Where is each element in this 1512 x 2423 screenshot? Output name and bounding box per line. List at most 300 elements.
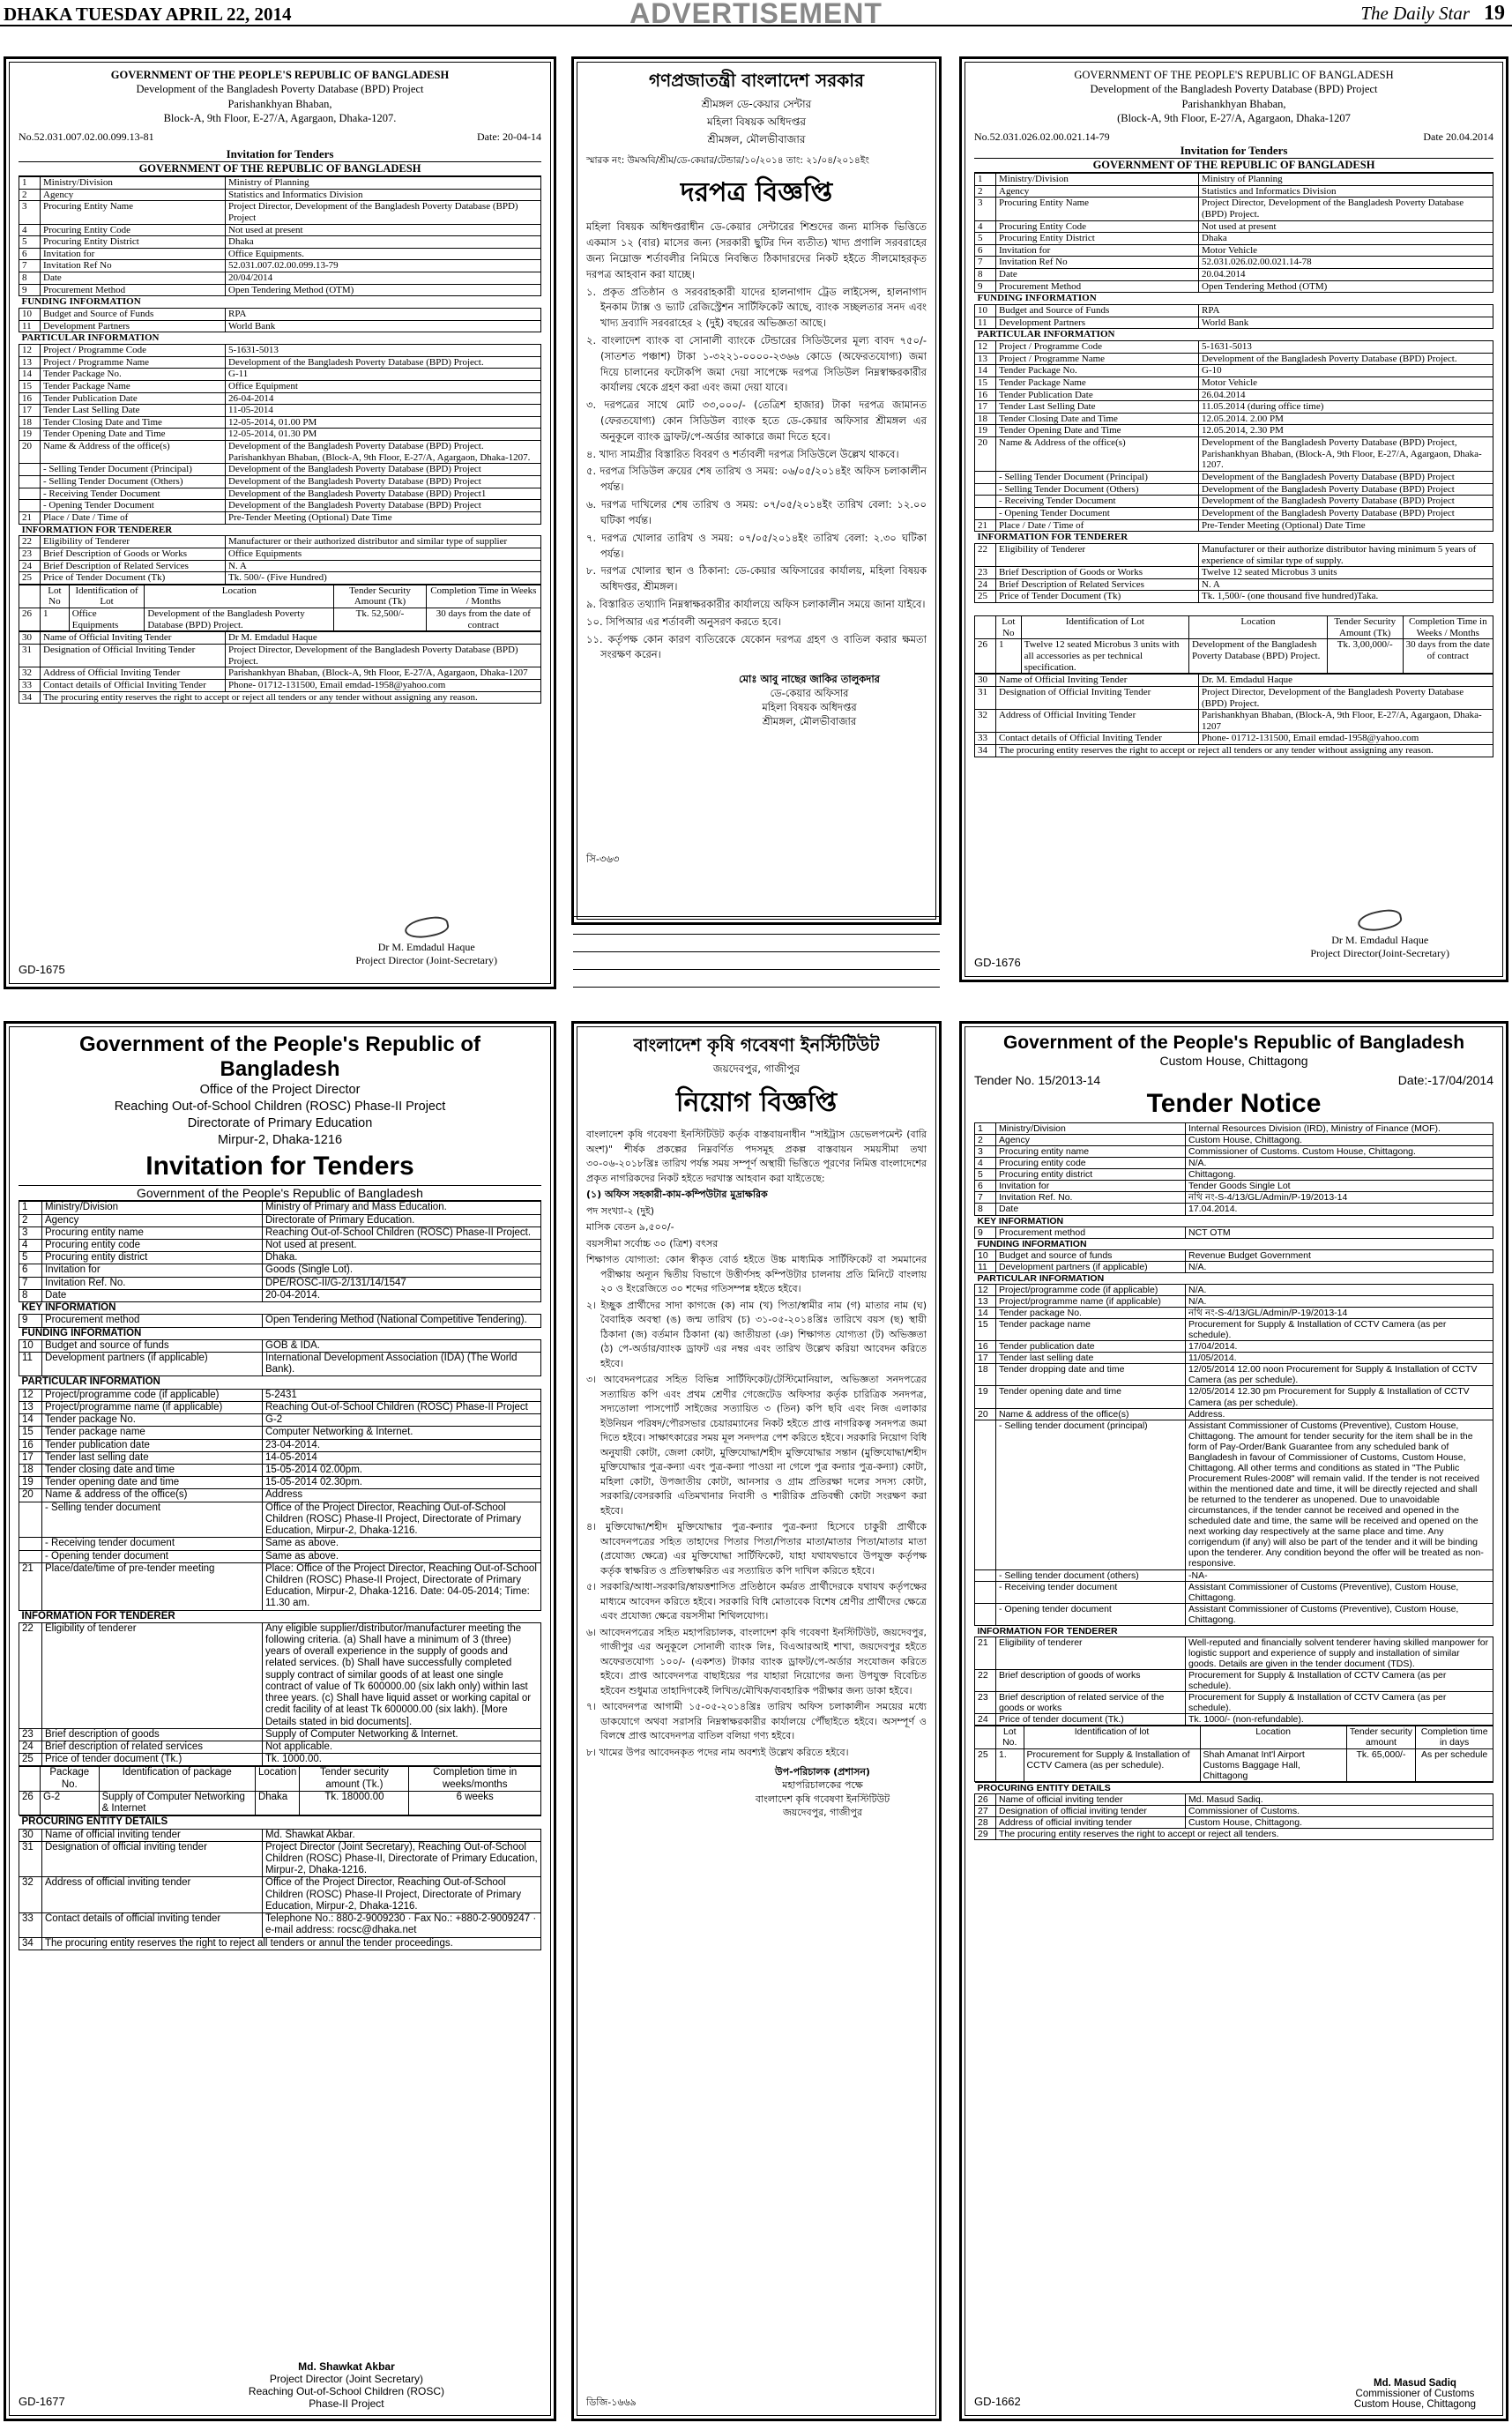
table-cell: Project/programme name (if applicable) [996,1295,1186,1307]
table-cell: N/A. [1186,1158,1493,1169]
table-row [975,1364,1493,1386]
table-cell: Office Equipments [226,548,541,560]
ad3-table [974,173,1493,603]
table-row [19,1240,541,1252]
table-row [975,198,1493,220]
ad-rosc-tender [4,1021,556,2421]
table-cell: N/A. [1186,1284,1493,1295]
table-cell: 34 [19,1937,42,1950]
table-cell: N. A [1199,578,1493,591]
table-cell: 9 [19,1315,42,1327]
table-cell: Invitation for [41,248,226,260]
table-cell: Budget and source of funds [42,1339,263,1352]
table-row [975,1782,1493,1793]
table-cell: G-2 [41,1791,100,1815]
signature-mark [403,913,450,942]
table-row [19,608,541,631]
table-cell: 30 days from the date of contract [1403,639,1493,674]
table-cell: Identification of Lot [1021,616,1188,639]
table-cell: N. A [226,560,541,572]
table-cell: Procurement method [996,1226,1186,1238]
table-cell: Project Director, Development of the Bangladesh Poverty Database (BPD) Project. [1199,198,1493,220]
table-row [975,1272,1493,1284]
table-row [19,309,541,321]
table-cell: Pre-Tender Meeting (Optional) Date Time [226,511,541,524]
table-cell: Commissioner of Customs. Custom House, Chittagong. [1186,1146,1493,1158]
table-row [19,1327,541,1339]
table-cell: Development of the Bangladesh Poverty Database (BPD) Project. [145,608,334,631]
table-cell: 17.04.2014. [1186,1204,1493,1215]
table-cell: Office Equipments. [226,248,541,260]
table-cell: Brief Description of Goods or Works [996,567,1199,579]
table-row [19,632,541,645]
table-cell: Project Director, Development of the Bangladesh Poverty Database (BPD) Project. [226,644,541,667]
table-cell: Location [1189,616,1328,639]
ad3-date: Date 20.04.2014 [1423,130,1493,143]
table-row [19,679,541,691]
list-item: ৭। আবেদনপত্র আগামী ১৫-০৫-২০১৪খ্রিঃ তারিখ অফিস চলাকালীন সময়ের মধ্যে ডাকযোগে অথবা সরাসরি নিম্নস্বাক্ষরকারীর কার্যালয়ে পৌঁছাইতে হইবে। অসম্পূর্ণ ও বিলম্বে প্রাপ্ত আবেদনপত্র বাতিল বলিয়া গণ্য হইবে। [586,1701,927,1741]
table-cell: Completion time in days [1416,1726,1493,1748]
table-row [19,1264,541,1277]
table-row [975,1146,1493,1158]
table-row [975,437,1493,472]
table-row [19,1502,541,1538]
table-cell: Address of official inviting tender [42,1877,263,1913]
table-cell: Location [1200,1726,1346,1748]
table-cell: Ministry/Division [996,1123,1186,1135]
table-cell: 25 [975,1748,996,1781]
table-cell: Budget and source of funds [996,1249,1186,1261]
table-cell: 22 [975,543,996,566]
table-cell: Pre-Tender Meeting (Optional) Date Time [1199,519,1493,532]
list-item: ১. প্রকৃত প্রতিষ্ঠান ও সরবরাহকারী যাদের হালনাগাদ ট্রেড লাইসেন্স, হালনাগাদ ইনকাম ট্যাক্স ও ভ্যাট রেজিস্ট্রেশন সার্টিফিকেট আছে, ব্যাংক সচ্ছলতার সনদ এবং খাদ্য দ্রব্যাদি সরবরাহের ২ (দুই) বছরের অভিজ্ঞতা আছে। [586,285,927,330]
table-row [19,548,541,560]
table-cell: Tender Publication Date [996,389,1199,401]
table-cell: The procuring entity reserves the right to accept or reject all tenders or any tender without assigning any reason. [41,691,541,704]
ad2-title: দরপত্র বিজ্ঞপ্তি [680,177,833,209]
table-cell: - Selling tender document [42,1502,263,1538]
table-cell: Tk. 52,500/- [334,608,426,631]
table-row [19,1289,541,1301]
table-cell: Custom House, Chittagong. [1186,1816,1493,1828]
table-row [19,1464,541,1476]
table-cell: 10 [975,305,996,317]
table-cell: 9 [975,280,996,293]
table-row [19,1877,541,1913]
table-cell: Procuring Entity District [41,236,226,249]
table-cell: Procurement Method [996,280,1199,293]
table-cell: N/A. [1186,1295,1493,1307]
table-cell: Ministry of Planning [226,177,541,190]
table-cell: Agency [41,189,226,201]
table-row [19,189,541,201]
table-cell: 15 [975,1319,996,1341]
table-cell: Procurement Method [41,284,226,296]
table-cell: Price of Tender Document (Tk) [996,591,1199,603]
table-cell: 13 [975,1295,996,1307]
table-cell: G-11 [226,369,541,381]
table-cell: Contact details of official inviting tender [42,1913,263,1937]
list-item: ৭. দরপত্র খোলার তারিখ ও সময়: ০৭/০৫/২০১৪ইং তারিখ বেলা: ২.৩০ ঘটিকা পর্যন্ত। [586,531,927,560]
ad6-gov: Government of the People's Republic of Bangladesh [1002,1033,1465,1053]
table-cell: Invitation Ref No [996,257,1199,269]
table-cell [19,476,41,488]
table-row [975,1261,1493,1272]
table-cell: Package No. [41,1767,100,1791]
table-cell: Dhaka. [263,1252,541,1264]
table-cell: 18 [975,413,996,425]
ad3-signature [1310,911,1449,960]
table-cell: 20 [975,1408,996,1420]
table-cell: Eligibility of tenderer [42,1622,263,1728]
ad4-l3: Directorate of Primary Education [187,1115,373,1130]
ad5-sig4: জয়দেবপুর, গাজীপুর [782,1807,863,1819]
list-item: ৪। মুক্তিযোদ্ধা/শহীদ মুক্তিযোদ্ধার পুত্র-কন্যার পুত্র-কন্যা হিসেবে চাকুরী প্রার্থীকে আবেদনপত্রের সহিত তাহাদের পিতার পিতা/পিতার মাতা/মাতার পিতা/মাতার মাতা (প্রযোজ্য ক্ষেত্রে) এর মুক্তিযোদ্ধা সার্টিফিকেট, যাহা যথাযথভাবে উপযুক্ত কর্তৃপক্ষ কর্তৃক স্বাক্ষরিত ও প্রতিস্বাক্ষরিত এর সত্যায়িত কপি দাখিল করিতে হইবে। [586,1521,927,1577]
table-row [975,185,1493,198]
table-cell: 21 [19,1562,42,1610]
table-cell: Tender Closing Date and Time [996,413,1199,425]
table-cell: Md. Shawkat Akbar. [263,1829,541,1841]
table-cell: Brief description of related services [42,1741,263,1754]
table-cell: 7 [19,1277,42,1289]
table-cell: Project/programme name (if applicable) [42,1401,263,1413]
list-item: ৩. দরপত্রের সাথে মোট ৩৩,০০০/- (তেত্রিশ হাজার) টাকা দরপত্র জামানত (ফেরতযোগ্য) কোন সিডিউল ব্যাংক হতে ডে-কেয়ার অফিসার শ্রীমঙ্গল এর অনুকূলে ব্যাংক ড্রাফট/পে-অর্ডার আকারে জমা দিতে হবে। [586,399,927,443]
ad3-sig-name: Dr M. Emdadul Haque [1331,934,1429,946]
ad5-code: ডিজি-১৬৬৯ [586,2396,637,2408]
table-cell: Dhaka [226,236,541,249]
table-row [19,511,541,524]
table-cell: Project / Programme Code [996,340,1199,353]
table-cell: INFORMATION FOR TENDERER [975,1625,1493,1636]
ad2-items [586,285,927,664]
table-cell: 32 [975,710,996,733]
table-row [975,1828,1493,1839]
table-row [19,667,541,680]
table-cell: 12 [975,340,996,353]
table-cell: Not used at present. [263,1240,541,1252]
ad5-inst: বাংলাদেশ কৃষি গবেষণা ইনস্টিটিউট [633,1034,880,1055]
list-item: ৫. দরপত্র সিডিউল ক্রয়ের শেষ তারিখ ও সময়: ০৬/০৫/২০১৪ইং অফিস চলাকালীন পর্যন্ত। [586,465,927,494]
table-cell: Price of tender document (Tk.) [42,1754,263,1766]
table-cell: Agency [996,1135,1186,1146]
table-cell: 52.031.026.02.00.021.14-78 [1199,257,1493,269]
table-cell: 30 [975,675,996,687]
table-row [975,340,1493,353]
table-cell: 14 [19,369,41,381]
ad-bpd-motor-vehicle [959,56,1508,982]
table-cell: Designation of official inviting tender [996,1805,1186,1816]
table-row [975,353,1493,365]
ad4-lot-table [19,1766,541,1815]
table-row [19,1610,541,1622]
table-row [19,572,541,585]
table-cell: Any eligible supplier/distributor/manufacturer meeting the following criteria. (a) Shall have a minimum of 3 (three) years of overall experience in the supply of goods and related services. (b) Shall have successfully completed supply contract of similar goods of at least one single contract of value of Tk 600000.00 (six lakh only) within last three years. (c) Shall have liquid asset or working capital or credit facility of at least Tk 600000.00 (six lakh). [More Details stated in bid documents]. [263,1622,541,1728]
table-cell: Tender Security Amount (Tk) [334,585,426,608]
table-row [19,1767,541,1791]
table-cell: Office Equipment [226,380,541,392]
table-cell: Invitation for [42,1264,263,1277]
table-row [19,320,541,332]
table-cell: নথি নং-S-4/13/GL/Admin/P-19/2013-14 [1186,1192,1493,1204]
table-cell: 12 [19,1389,42,1401]
ad2-code: সি-৩৬৩ [586,853,620,865]
table-cell: The procuring entity reserves the right to accept or reject all tenders or any tender without assigning any reason. [996,745,1493,757]
table-row [975,293,1493,305]
table-cell: Procurement for Supply & Installation of CCTV Camera (as per schedule). [1186,1692,1493,1714]
table-row [975,1226,1493,1238]
table-row [19,488,541,500]
table-cell: Parishankhyan Bhaban, (Block-A, 9th Floor, E-27/A, Agargaon, Dhaka-1207 [226,667,541,680]
table-cell: Procuring entity name [42,1226,263,1239]
list-item: ৯. বিস্তারিত তথ্যাদি নিম্নস্বাক্ষরকারীর কার্যালয়ে অফিস চলাকালীন সময়ে জানা যাইবে। [586,597,926,610]
table-cell: 24 [19,560,41,572]
table-cell: 2 [975,1135,996,1146]
table-cell: Brief description of goods [42,1728,263,1741]
table-cell: Tk. 1000/- (non-refundable). [1186,1714,1493,1726]
table-row [19,1277,541,1289]
table-cell: 5-1631-5013 [1199,340,1493,353]
table-row [19,1550,541,1562]
table-cell: - Selling Tender Document (Others) [996,483,1199,496]
table-cell: Name & Address of the office(s) [996,437,1199,472]
table-cell: Identification of lot [1024,1726,1200,1748]
table-cell: Procurement for Supply & Installation of CCTV Camera (as per schedule). [1186,1319,1493,1341]
table-cell: 32 [19,1877,42,1913]
table-cell: 20 [19,441,41,464]
table-row [975,1726,1493,1748]
table-cell: Assistant Commissioner of Customs (Preventive), Custom House, Chittagong. [1186,1581,1493,1603]
table-row [975,483,1493,496]
table-row [975,567,1493,579]
ad2-l2: মহিলা বিষয়ক অধিদপ্তর [707,116,806,128]
table-cell: Eligibility of tenderer [996,1636,1186,1669]
table-row [19,1728,541,1741]
table-cell: Date [996,1204,1186,1215]
table-cell: 11 [975,1261,996,1272]
table-cell: KEY INFORMATION [975,1215,1493,1226]
table-cell: 11-05-2014 [226,405,541,417]
table-row [975,1636,1493,1669]
page-header [0,0,1512,29]
table-cell: 13 [975,353,996,365]
table-cell: 1. [996,1748,1024,1781]
table-cell: Tender security amount [1346,1726,1416,1748]
table-cell: 4 [975,220,996,233]
table-cell: Tender package name [42,1427,263,1439]
table-row [975,710,1493,733]
table-cell: INFORMATION FOR TENDERER [19,524,541,536]
table-cell: Agency [42,1214,263,1226]
ad5-sig3: বাংলাদেশ কৃষি গবেষণা ইনস্টিটিউট [755,1793,890,1805]
table-cell: Development Partners [996,317,1199,329]
ad-bpd-office-equipment [4,56,556,989]
table-row [975,1123,1493,1135]
table-cell: Invitation Ref No [41,260,226,272]
ad3-code: GD-1676 [974,956,1021,969]
table-cell: Name of official inviting tender [996,1793,1186,1805]
table-row [19,1562,541,1610]
table-cell: Tk. 500/- (Five Hundred) [226,572,541,585]
table-cell: Tender Last Selling Date [996,401,1199,414]
table-row [975,639,1493,674]
table-cell: 14 [19,1414,42,1427]
table-cell: 11.05.2014 (during office time) [1199,401,1493,414]
table-cell: International Development Association (IDA) (The World Bank). [263,1353,541,1376]
table-row [19,344,541,356]
ad1-table [19,176,541,585]
ad4-signature [249,2360,444,2410]
table-cell: Dhaka [1199,233,1493,245]
table-cell: 20 [19,1489,42,1502]
table-row [19,1754,541,1766]
table-cell: Place / Date / Time of [996,519,1199,532]
table-row [975,1353,1493,1364]
table-cell: Place / Date / Time of [41,511,226,524]
table-cell: 30 days from the date of contract [426,608,540,631]
table-cell: 22 [19,536,41,548]
ad3-address2: (Block-A, 9th Floor, E-27/A, Agargaon, Dhaka-1207 [1117,111,1351,124]
ad1-address: Parishankhyan Bhaban, [227,97,332,110]
ad6-code: GD-1662 [974,2395,1021,2408]
table-row [19,1791,541,1815]
list-item: ২. বাংলাদেশ ব্যাংক বা সোনালী ব্যাংকে টেন্ডারের সিডিউলের মূল্য বাবদ ৭৫০/- (সাতশত পঞ্চাশ) টাকা ১-৩২২১-০০০০-২৩৬৬ কোডে (অফেরতযোগ্য) জমা দিয়ে চালানের ফটোকপি জমা দেয়া সাপেক্ষে দরপত্র সিডিউল নিম্নস্বাক্ষরকারীর কার্যালয় থেকে গ্রহণ করা এবং জমা দেয়া যাবে। [586,333,927,394]
table-cell: 30 [19,1829,42,1841]
table-cell: Tender Publication Date [41,392,226,405]
table-cell: Procuring Entity Code [41,224,226,236]
table-cell [975,507,996,519]
table-row [19,1439,541,1451]
table-cell: Twelve 12 seated Microbus 3 units with all accessories as per technical specification. [1021,639,1188,674]
table-cell: 17 [19,1451,42,1464]
table-cell: - Opening Tender Document [996,507,1199,519]
table-cell: Procuring Entity Code [996,220,1199,233]
table-row [975,280,1493,293]
table-row [975,686,1493,709]
table-row [975,1569,1493,1581]
ad4-code: GD-1677 [19,2395,65,2408]
table-cell: As per schedule [1416,1748,1493,1781]
ad4-table2 [19,1815,541,1950]
table-cell: Assistant Commissioner of Customs (Preventive), Custom House, Chittagong. [1186,1603,1493,1625]
table-cell: Tk. 18000.00 [300,1791,409,1815]
table-cell: - Receiving Tender Document [41,488,226,500]
ad6-sig-t2: Custom House, Chittagong [1353,2399,1476,2410]
table-cell: Tender Security Amount (Tk) [1327,616,1403,639]
table-cell: 16 [975,389,996,401]
table-row [19,1315,541,1327]
table-cell: Computer Networking & Internet. [263,1427,541,1439]
table-cell: Tender Opening Date and Time [996,425,1199,437]
ad6-tender-no: Tender No. 15/2013-14 [974,1073,1101,1087]
ad1-table2 [19,631,541,704]
table-row [19,260,541,272]
table-cell: 34 [975,745,996,757]
table-cell: Project / Programme Code [41,344,226,356]
table-row [975,376,1493,389]
table-cell: 6 weeks [409,1791,541,1815]
ad1-project: Development of the Bangladesh Poverty Database (BPD) Project [136,83,424,96]
table-cell: নথি নং-S-4/13/GL/Admin/P-19/2013-14 [1186,1308,1493,1319]
table-cell: Ministry/Division [42,1202,263,1214]
table-cell: 3 [975,198,996,220]
table-cell: Same as above. [263,1550,541,1562]
table-cell: 17 [975,1353,996,1364]
table-row [975,578,1493,591]
table-row [975,233,1493,245]
table-cell: 26 [975,639,996,674]
table-cell: Telephone No.: 880-2-9009230 · Fax No.: +880-2-9009247 · e-mail address: rocsc@dhaka.net [263,1913,541,1937]
table-cell: 21 [975,1636,996,1669]
table-cell: 7 [975,1192,996,1204]
table-cell: Tender closing date and time [42,1464,263,1476]
table-cell: -NA- [1186,1569,1493,1581]
table-cell: Development of the Bangladesh Poverty Database (BPD) Project1 [226,488,541,500]
table-cell: - Receiving tender document [996,1581,1186,1603]
table-cell: Tender Closing Date and Time [41,416,226,429]
table-cell: 20-04-2014. [263,1289,541,1301]
table-cell: Address of Official Inviting Tender [41,667,226,680]
table-cell: Date [42,1289,263,1301]
table-cell: 5-1631-5013 [226,344,541,356]
table-cell: Ministry/Division [41,177,226,190]
table-cell: Development of the Bangladesh Poverty Database (BPD) Project [226,500,541,512]
table-cell: Not used at present [226,224,541,236]
table-row [975,401,1493,414]
table-row [19,476,541,488]
table-cell: Budget and Source of Funds [41,309,226,321]
ad1-gov: GOVERNMENT OF THE PEOPLE'S REPUBLIC OF BANGLADESH [110,69,450,81]
table-cell: Open Tendering Method (OTM) [226,284,541,296]
table-cell: 15 [19,1427,42,1439]
table-row [19,585,541,608]
table-row [975,305,1493,317]
table-cell: - Opening tender document [42,1550,263,1562]
ad-customs-tender [959,1021,1508,2421]
ad6-lot-table [974,1726,1493,1781]
table-cell: Project / Programme Name [41,356,226,369]
table-cell: 19 [19,429,41,441]
table-cell: 10 [19,309,41,321]
table-cell: 14-05-2014 [263,1451,541,1464]
table-cell: Tender publication date [42,1439,263,1451]
ad5-sig2: মহাপরিচালকের পক্ষে [782,1779,863,1792]
table-cell: 12 [975,1284,996,1295]
ad5-intro: বাংলাদেশ কৃষি গবেষণা ইনস্টিটিউট কর্তৃক বাস্তবায়নাধীন "সাইট্রাস ডেভেলপমেন্ট (বারি অংশ)" শীর্ষক প্রকল্পের নিম্নবর্ণিত পদসমূহ প্রকল্প বাস্তবায়ন সময়সীমা তথা ৩০-০৬-২০১৮খ্রিঃ তারিখ পর্যন্ত সময় সম্পূর্ণ অস্থায়ী ভিত্তিতে পূরণের নিমিত্ত বাংলাদেশের প্রকৃত নাগরিকদের নিকট হইতে দরখাস্ত আহবান করা যাইতেছে: [586,1129,927,1184]
table-cell: - Selling tender document (principal) [996,1420,1186,1569]
table-cell: 1 [19,1202,42,1214]
table-cell: Not used at present [1199,220,1493,233]
table-cell: Place: Office of the Project Director, Reaching Out-of-School Children (ROSC) Phase-II Project, Directorate of Primary Education, Mirpur-2, Dhaka-1216. Date: 04-05-2014; Time: 11.30 am. [263,1562,541,1610]
table-cell: PROCURING ENTITY DETAILS [975,1782,1493,1793]
table-cell: Procuring entity district [42,1252,263,1264]
list-item: শিক্ষাগত যোগ্যতা: কোন স্বীকৃত বোর্ড হইতে উচ্চ মাধ্যমিক সার্টিফিকেট বা সমমানের পরীক্ষায় অন্যূন দ্বিতীয় বিভাগে উত্তীর্ণসহ কম্পিউটার চালনায় প্রতি মিনিটে বাংলায় ২০ ও ইংরেজিতে ৩০ শব্দের গতিসম্পন্ন হইতে হইবে। [586,1254,927,1294]
table-cell: Brief description of goods of works [996,1670,1186,1692]
ad1-address2: Block-A, 9th Floor, E-27/A, Agargaon, Dhaka-1207. [163,111,397,124]
list-item: ৮. দরপত্র খোলার স্থান ও ঠিকানা: ডে-কেয়ার অফিসারের কার্যালয়, মহিলা বিষয়ক অধিদপ্তর, শ্রীমঙ্গল। [586,564,927,593]
table-row [975,1204,1493,1215]
table-cell: 4 [19,1240,42,1252]
ad4-sig-t3: Phase-II Project [309,2397,384,2410]
table-cell: Name of Official Inviting Tender [996,675,1199,687]
table-cell: Well-reputed and financially solvent tenderer having skilled manpower for logistic support and experience of supply and installation of similar goods. Details are given in the tender document (TDS). [1186,1636,1493,1669]
table-cell: 1 [41,608,70,631]
table-cell: 7 [975,257,996,269]
signature-mark [1356,906,1403,935]
table-cell: Statistics and Informatics Division [226,189,541,201]
table-cell: Manufacturer or their authorize distributor having minimum 5 years of experience of similar type of supply. [1199,543,1493,566]
table-cell: Location [145,585,334,608]
table-row [19,177,541,190]
